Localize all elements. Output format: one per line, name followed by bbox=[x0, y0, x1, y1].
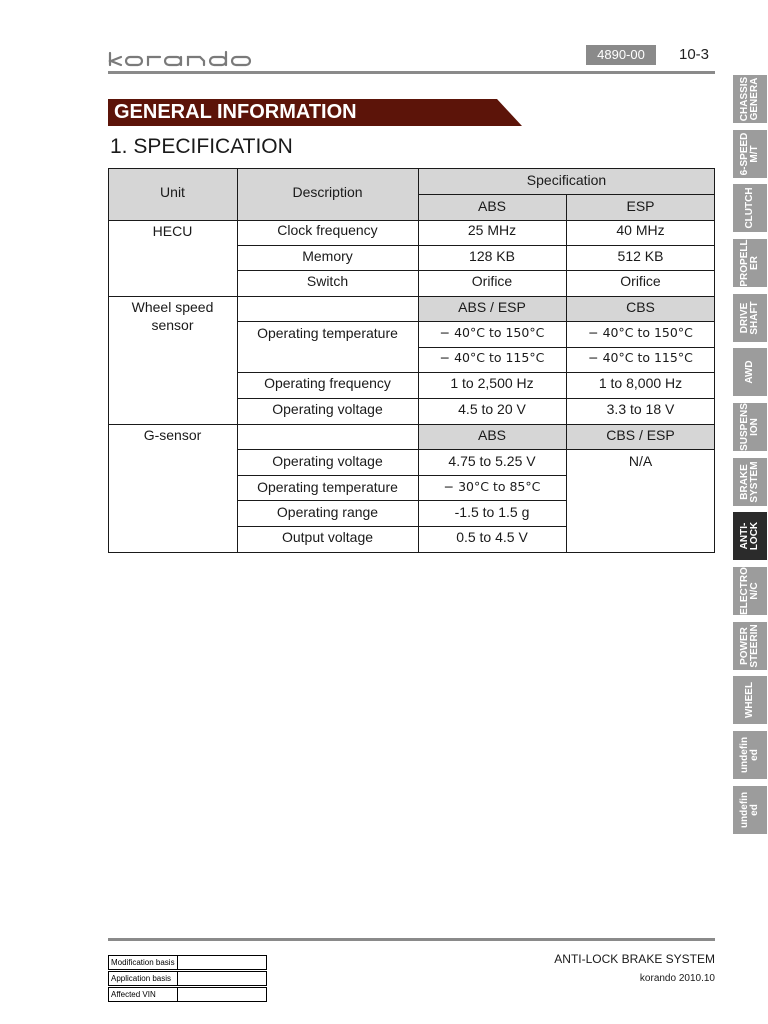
table-cell: 128 KB bbox=[469, 248, 515, 264]
footer-divider bbox=[108, 938, 715, 941]
table-cell: 1 to 8,000 Hz bbox=[598, 375, 683, 391]
table-cell: 1 to 2,500 Hz bbox=[450, 375, 534, 391]
modification-label: Affected VIN bbox=[111, 990, 156, 999]
footer-title: ANTI-LOCK BRAKE SYSTEM bbox=[554, 952, 715, 966]
korando-logo bbox=[108, 50, 254, 68]
side-tab-label: DRIVE SHAFT bbox=[739, 301, 760, 335]
modification-row bbox=[108, 955, 267, 970]
table-cell: -1.5 to 1.5 g bbox=[454, 504, 530, 520]
table-cell: Switch bbox=[306, 273, 349, 289]
side-tab-label: PROPELL ER bbox=[739, 239, 760, 287]
table-cell: 4.75 to 5.25 V bbox=[448, 453, 536, 469]
modification-label: Application basis bbox=[111, 974, 172, 983]
table-cell: − 40°C to 115°C bbox=[588, 350, 693, 365]
side-tab-label: ANTI- LOCK bbox=[739, 521, 760, 551]
table-cell: 3.3 to 18 V bbox=[606, 401, 675, 417]
table-cell: Operating temperature bbox=[257, 325, 398, 341]
side-tab-label: ELECTRO N/C bbox=[739, 567, 760, 615]
header-description: Description bbox=[292, 184, 363, 200]
table-cell: CBS / ESP bbox=[606, 427, 675, 443]
side-tab-power-steering[interactable] bbox=[733, 622, 767, 670]
table-cell: − 40°C to 150°C bbox=[439, 325, 545, 340]
unit-wheel-speed-sensor: Wheel speed sensor bbox=[131, 299, 214, 333]
header-divider bbox=[108, 71, 715, 74]
side-tab-chassis-general[interactable] bbox=[733, 75, 767, 123]
table-cell: ABS / ESP bbox=[458, 299, 526, 315]
table-cell: Output voltage bbox=[281, 529, 374, 545]
unit-hecu: HECU bbox=[152, 223, 193, 239]
header-esp: ESP bbox=[626, 198, 655, 214]
side-tab-6-speed-mt[interactable] bbox=[733, 130, 767, 178]
table-cell: 0.5 to 4.5 V bbox=[456, 529, 528, 545]
table-cell: Operating frequency bbox=[264, 375, 391, 391]
side-tab-undefined-2[interactable] bbox=[733, 786, 767, 834]
table-cell: − 40°C to 115°C bbox=[439, 350, 545, 365]
table-cell: − 40°C to 150°C bbox=[588, 325, 693, 340]
table-cell: CBS bbox=[626, 299, 655, 315]
modification-table bbox=[108, 955, 267, 1002]
side-tab-wheel[interactable] bbox=[733, 676, 767, 724]
table-cell: ABS bbox=[477, 427, 506, 443]
side-tab-drive-shaft[interactable] bbox=[733, 294, 767, 342]
table-cell: 25 MHz bbox=[467, 222, 517, 238]
side-tab-brake-system[interactable] bbox=[733, 458, 767, 506]
side-tab-clutch[interactable] bbox=[733, 184, 767, 232]
side-tab-label: undefin ed bbox=[739, 736, 760, 774]
table-cell: − 30°C to 85°C bbox=[443, 479, 541, 494]
spec-heading: 1. SPECIFICATION bbox=[110, 135, 293, 158]
modification-row bbox=[108, 987, 267, 1002]
footer-subtitle: korando 2010.10 bbox=[639, 973, 715, 984]
table-cell: Clock frequency bbox=[277, 222, 378, 238]
side-tab-label: CHASSIS GENERA bbox=[739, 76, 760, 122]
table-cell: Memory bbox=[302, 248, 353, 264]
side-tab-label: WHEEL bbox=[744, 681, 755, 719]
header-specification: Specification bbox=[526, 172, 607, 188]
side-tab-label: BRAKE SYSTEM bbox=[739, 461, 760, 503]
header-abs: ABS bbox=[477, 198, 506, 214]
header-unit: Unit bbox=[160, 184, 185, 200]
unit-g-sensor: G-sensor bbox=[143, 427, 202, 443]
side-tab-awd[interactable] bbox=[733, 348, 767, 396]
table-cell: 512 KB bbox=[617, 248, 664, 264]
modification-row bbox=[108, 971, 267, 986]
table-cell: Operating temperature bbox=[257, 479, 398, 495]
cell-divider bbox=[177, 972, 178, 985]
cell-divider bbox=[177, 988, 178, 1001]
table-cell: 4.5 to 20 V bbox=[458, 401, 526, 417]
document-code: 4890-00 bbox=[586, 45, 656, 65]
page-number: 10-3 bbox=[679, 46, 710, 63]
specification-table bbox=[108, 168, 715, 553]
table-cell-na: N/A bbox=[628, 453, 653, 469]
side-tab-propeller[interactable] bbox=[733, 239, 767, 287]
side-tab-label: SUSPENS ION bbox=[739, 403, 760, 451]
side-tab-label: 6-SPEED M/T bbox=[739, 132, 760, 176]
table-cell: 40 MHz bbox=[616, 222, 665, 238]
table-cell: Orifice bbox=[620, 273, 661, 289]
side-tab-label: AWD bbox=[744, 360, 755, 384]
table-cell: Operating voltage bbox=[272, 401, 383, 417]
section-banner-title: GENERAL INFORMATION bbox=[114, 101, 357, 123]
side-tab-electronic[interactable] bbox=[733, 567, 767, 615]
side-tab-anti-lock[interactable] bbox=[733, 512, 767, 560]
side-tab-label: POWER STEERIN bbox=[739, 624, 760, 668]
modification-label: Modification basis bbox=[111, 958, 175, 967]
side-tab-label: CLUTCH bbox=[744, 187, 755, 229]
table-cell: Operating voltage bbox=[272, 453, 383, 469]
side-tab-label: undefin ed bbox=[739, 791, 760, 829]
side-tab-undefined-1[interactable] bbox=[733, 731, 767, 779]
side-tab-suspension[interactable] bbox=[733, 403, 767, 451]
table-cell: Operating range bbox=[276, 504, 379, 520]
table-cell: Orifice bbox=[471, 273, 513, 289]
cell-divider bbox=[177, 956, 178, 969]
